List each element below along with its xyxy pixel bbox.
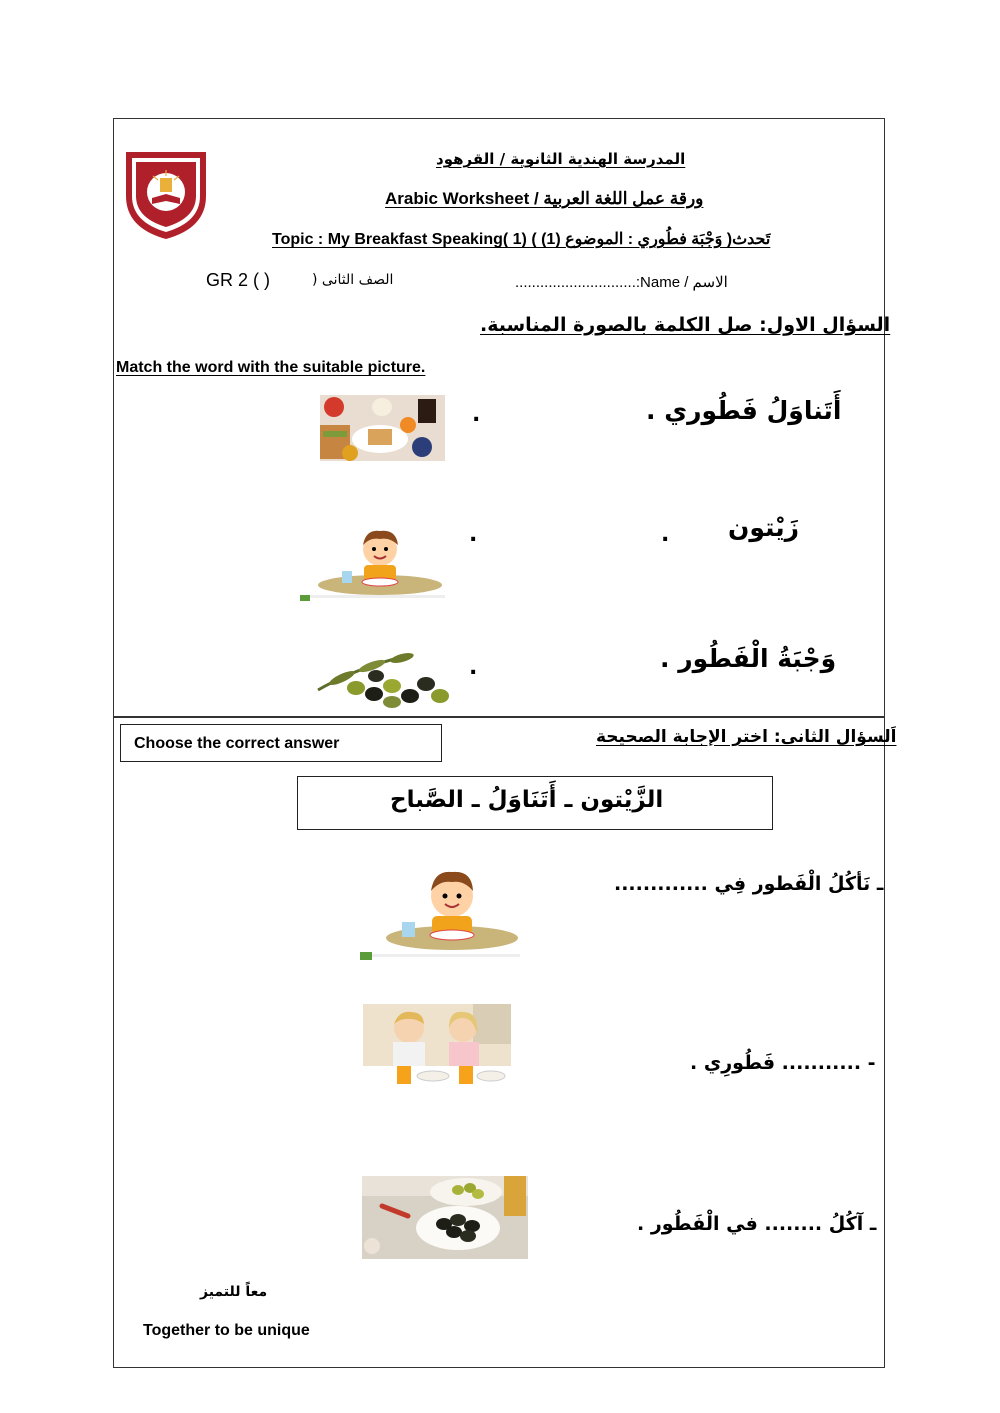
q1-title-en: Match the word with the suitable picture. bbox=[116, 359, 426, 376]
name-field[interactable]: .............................:Name / الاسم bbox=[515, 274, 728, 291]
q1-row1-dot[interactable]: . bbox=[472, 402, 481, 427]
section-divider bbox=[113, 716, 885, 718]
motto-ar: معاً للتميز bbox=[200, 1284, 268, 1300]
q1-row2-dot[interactable]: . bbox=[469, 522, 478, 547]
q1-row3-dot[interactable]: . bbox=[469, 655, 478, 680]
worksheet-title: Arabic Worksheet / ورقة عمل اللغة العربية bbox=[385, 189, 704, 208]
q2-title-ar: اَلسؤال الثانى: اختر الإجابة الصحيحة bbox=[596, 727, 897, 747]
breakfast-spread-picture[interactable] bbox=[320, 395, 445, 461]
boy-eating-picture-2 bbox=[360, 866, 520, 962]
q2-title-en: Choose the correct answer bbox=[134, 735, 340, 752]
grade-label-en: GR 2 ( ) bbox=[206, 270, 271, 290]
q2-item3-sentence[interactable]: ـ آكُلُ ........ في الْفَطُور . bbox=[637, 1213, 877, 1235]
grade-label-ar: الصف الثانى ( bbox=[312, 272, 394, 288]
school-logo bbox=[122, 146, 210, 241]
school-name: المدرسة الهندية الثانوية / القرهود bbox=[436, 150, 686, 168]
q1-row1-word: أَتَناوَلُ فَطُوري . bbox=[646, 396, 842, 425]
motto-en: Together to be unique bbox=[143, 1322, 310, 1339]
q1-title-ar: السؤال الاول: صل الكلمة بالصورة المناسبة. bbox=[480, 314, 891, 336]
olive-bowls-picture bbox=[362, 1176, 528, 1259]
q2-item2-sentence[interactable]: - ........... فَطُورِي . bbox=[690, 1052, 876, 1074]
q2-item1-sentence[interactable]: ـ نَأكُلُ الْفَطور فِي ............. bbox=[614, 873, 884, 895]
topic-line: Topic : My Breakfast Speaking( 1) ( (1) تَحدث( وَجْبَة فطُوري : الموضوع bbox=[272, 231, 771, 248]
boy-eating-picture[interactable] bbox=[300, 527, 445, 603]
q1-row2-word: زَيْتون bbox=[728, 513, 799, 542]
q1-row2-mid-dot: . bbox=[661, 522, 670, 547]
word-bank: الزَّيْتون ـ أَتَنَاوَلُ ـ الصَّباح bbox=[390, 787, 664, 813]
kids-breakfast-picture bbox=[363, 1004, 511, 1086]
olives-picture[interactable] bbox=[316, 638, 456, 710]
q1-row3-word: وَجْبَةُ الْفَطُور . bbox=[660, 644, 837, 673]
